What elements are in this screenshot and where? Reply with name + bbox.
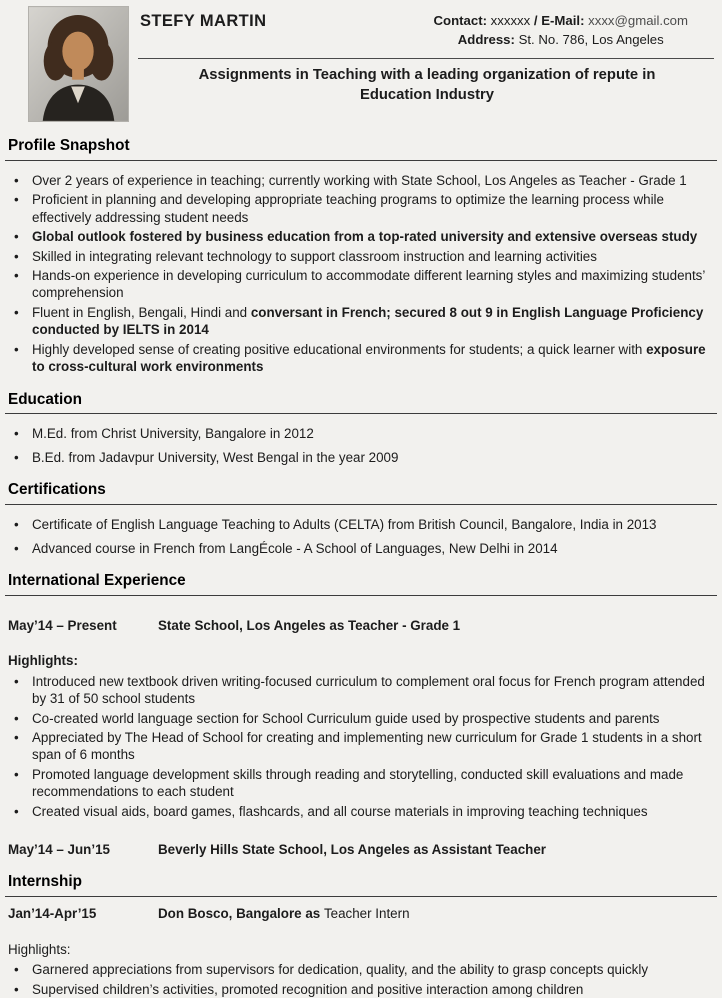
section-title-international-experience: International Experience <box>5 571 717 596</box>
list-item: • M.Ed. from Christ University, Bangalore in 2012 <box>8 425 712 442</box>
list-item: • Co-created world language section for School Curriculum guide used by prospective students and parents <box>8 710 712 727</box>
highlights-label: Highlights: <box>8 941 71 957</box>
list-item: • Garnered appreciations from supervisors for dedication, quality, and the ability to grasp concepts quickly <box>8 961 712 978</box>
list-item: • Appreciated by The Head of School for creating and implementing new curriculum for Grade 1 students in a short span of 6 months <box>8 729 712 764</box>
bullet-text: Highly developed sense of creating positive educational environments for students; a quick learner with <box>32 341 647 357</box>
list-item <box>8 267 712 302</box>
contact-separator: / <box>533 13 538 28</box>
job-role: State School, Los Angeles as Teacher - Grade 1 <box>158 617 461 633</box>
job-role-normal: Teacher Intern <box>323 906 410 922</box>
header-right <box>138 6 716 122</box>
bullet-text: Hands-on experience in developing curriculum to accommodate different learning styles and maximizing students’ comprehension <box>32 267 705 301</box>
resume-header <box>0 0 722 122</box>
candidate-name: STEFY MARTIN <box>140 12 267 30</box>
list-item <box>8 172 712 189</box>
job-row <box>0 841 722 858</box>
contact-value: xxxxxx <box>490 13 531 28</box>
section-title-internship: Internship <box>5 872 717 897</box>
address-value: St. No. 786, Los Angeles <box>518 32 664 48</box>
list-item <box>8 248 712 265</box>
job-role <box>158 905 712 922</box>
bullet-text-bold: Global outlook fostered by business education from a top-rated university and extensive overseas study <box>32 229 698 245</box>
job-row <box>0 617 722 634</box>
bullet-text-bold: conversant in French; secured 8 out 9 in English Language Proficiency conducted by IELTS in 2014 <box>32 304 704 338</box>
contact-label: Contact: <box>433 13 487 28</box>
list-item <box>8 304 712 339</box>
contact-block <box>434 11 717 49</box>
list-item: • Promoted language development skills through reading and storytelling, conducted skill evaluations and made recommendations to each student <box>8 766 712 801</box>
section-title-education: Education <box>5 390 717 415</box>
list-item <box>8 228 712 245</box>
header-top-row <box>138 6 716 49</box>
profile-bullet-list <box>0 172 722 376</box>
list-item: • Introduced new textbook driven writing-focused curriculum to complement oral focus for French program attended by 31 of 50 school students <box>8 673 712 708</box>
list-item: • Advanced course in French from LangÉcole - A School of Languages, New Delhi in 2014 <box>8 540 712 557</box>
job-row <box>0 905 722 922</box>
list-item: • Supervised children’s activities, promoted recognition and positive interaction among children <box>8 981 712 998</box>
list-item <box>8 191 712 226</box>
internship-highlights-list <box>0 961 722 998</box>
education-bullet-list <box>0 425 722 466</box>
list-item: • Certificate of English Language Teaching to Adults (CELTA) from British Council, Bangalore, India in 2013 <box>8 516 712 533</box>
objective-statement: Assignments in Teaching with a leading organization of repute in Education Industry <box>198 67 656 103</box>
contact-line <box>434 11 689 30</box>
section-title-profile-snapshot: Profile Snapshot <box>5 136 717 161</box>
bullet-text: Skilled in integrating relevant technology to support classroom instruction and learning activities <box>32 248 597 264</box>
email-label: E-Mail: <box>541 13 585 28</box>
list-item <box>8 341 712 376</box>
bullet-text: Over 2 years of experience in teaching; currently working with State School, Los Angeles as Teacher - Grade 1 <box>32 172 687 188</box>
list-item: • Created visual aids, board games, flashcards, and all course materials in improving teaching techniques <box>8 803 712 820</box>
highlights-label: Highlights: <box>8 653 78 669</box>
address-line <box>434 30 689 49</box>
job-period: May’14 – Present <box>8 617 117 633</box>
profile-photo <box>28 6 129 122</box>
experience-highlights-list <box>0 673 722 820</box>
section-title-certifications: Certifications <box>5 480 717 505</box>
portrait-illustration <box>29 7 128 121</box>
address-label: Address: <box>457 32 515 48</box>
certifications-bullet-list <box>0 516 722 557</box>
bullet-text-bold: exposure to cross-cultural work environments <box>32 341 706 375</box>
job-period: May’14 – Jun’15 <box>8 842 110 858</box>
email-value: xxxx@gmail.com <box>588 13 688 28</box>
list-item: • B.Ed. from Jadavpur University, West Bengal in the year 2009 <box>8 449 712 466</box>
job-role-bold: Don Bosco, Bangalore as <box>158 906 324 922</box>
bullet-text: Proficient in planning and developing appropriate teaching programs to optimize the learning process while effectively addressing student needs <box>32 192 664 225</box>
header-divider <box>138 58 714 59</box>
bullet-text: Fluent in English, Bengali, Hindi and <box>32 304 251 320</box>
job-role: Beverly Hills State School, Los Angeles as Assistant Teacher <box>158 842 546 858</box>
job-period: Jan’14-Apr’15 <box>8 906 97 922</box>
